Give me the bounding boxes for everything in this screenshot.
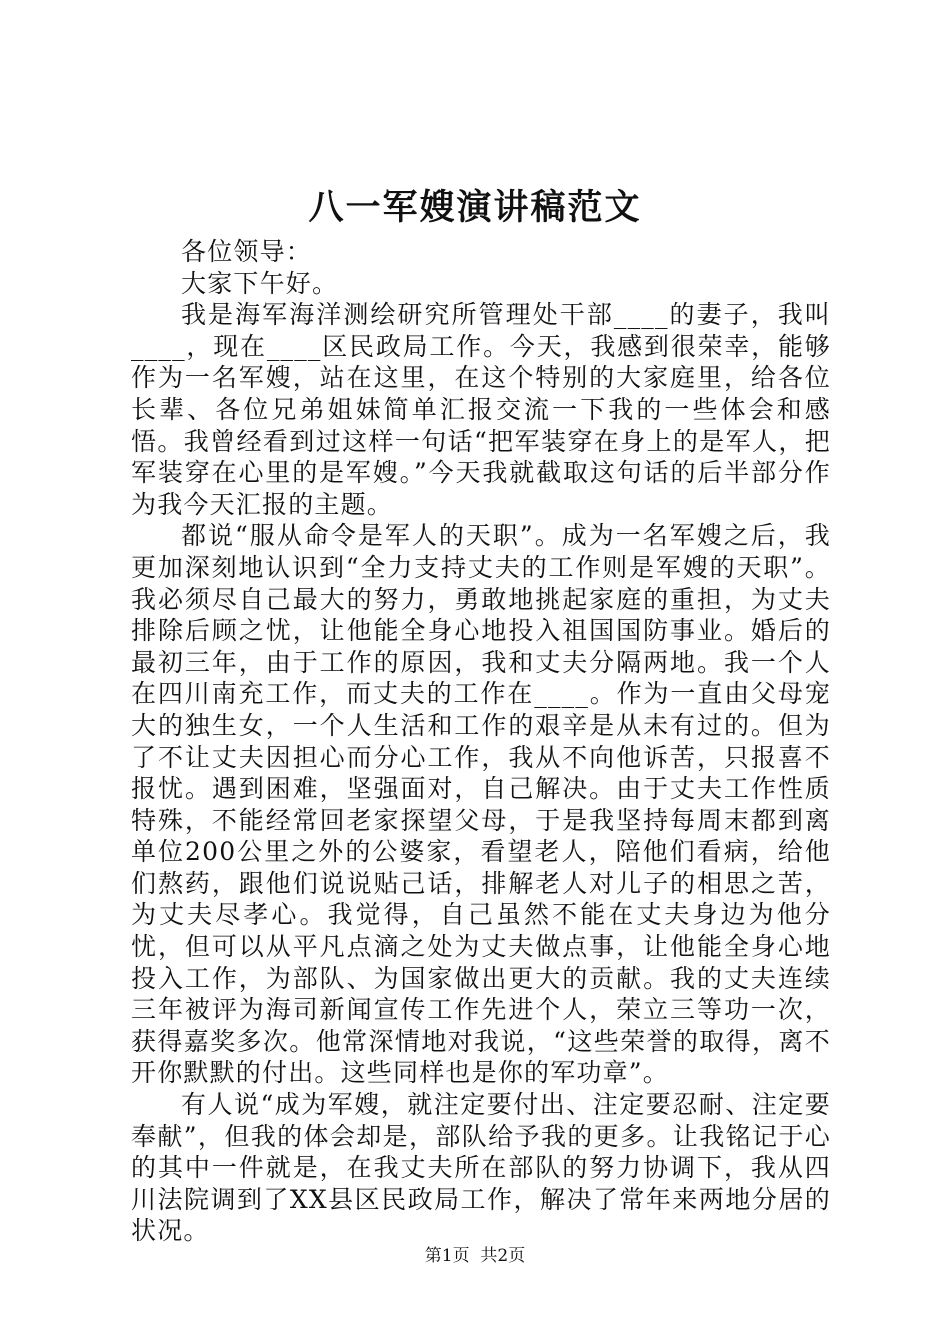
salutation: 各位领导： <box>181 237 313 266</box>
page-number: 第1页 <box>424 1246 470 1266</box>
document-body <box>131 236 831 1247</box>
paragraph-duty: 都说“服从命令是军人的天职”。成为一名军嫂之后，我更加深刻地认识到“全力支持丈夫的工作则是军嫂的天职”。我必须尽自己最大的努力，勇敢地挑起家庭的重担，为丈夫排除后顾之忧，让他能全身心地投入祖国国防事业。婚后的最初三年，由于工作的原因，我和丈夫分隔两地。我一个人在四川南充工作，而丈夫的工作在____。作为一直由父母宠大的独生女，一个人生活和工作的艰辛是从未有过的。但为了不让丈夫因担心而分心工作，我从不向他诉苦，只报喜不报忧。遇到困难，坚强面对，自己解决。由于丈夫工作性质特殊，不能经常回老家探望父母，于是我坚持每周末都到离单位200公里之外的公婆家，看望老人，陪他们看病，给他们熬药，跟他们说说贴己话，排解老人对儿子的相思之苦，为丈夫尽孝心。我觉得，自己虽然不能在丈夫身边为他分忧，但可以从平凡点滴之处为丈夫做点事，让他能全身心地投入工作，为部队、为国家做出更大的贡献。我的丈夫连续三年被评为海司新闻宣传工作先进个人，荣立三等功一次，获得嘉奖多次。他常深情地对我说，“这些荣誉的取得，离不开你默默的付出。这些同样也是你的军功章”。 <box>131 521 831 1088</box>
greeting: 大家下午好。 <box>181 268 339 298</box>
paragraph-giving: 有人说“成为军嫂，就注定要付出、注定要忍耐、注定要奉献”，但我的体会却是，部队给予我的更多。让我铭记于心的其中一件就是，在我丈夫所在部队的努力协调下，我从四川法院调到了XX县区民政局工作，解决了常年来两地分居的状况。 <box>131 1090 831 1246</box>
paragraph-introduction: 我是海军海洋测绘研究所管理处干部____的妻子，我叫____，现在____区民政局工作。今天，我感到很荣幸，能够作为一名军嫂，站在这里，在这个特别的大家庭里，给各位长辈、各位兄弟姐妹简单汇报交流一下我的一些体会和感悟。我曾经看到过这样一句话“把军装穿在身上的是军人，把军装穿在心里的是军嫂。”今天我就截取这句话的后半部分作为我今天汇报的主题。 <box>131 300 831 519</box>
footer-separator <box>470 1246 481 1266</box>
page-total: 共2页 <box>480 1246 526 1266</box>
document-title: 八一军嫂演讲稿范文 <box>308 187 642 228</box>
page-footer <box>0 1245 950 1267</box>
